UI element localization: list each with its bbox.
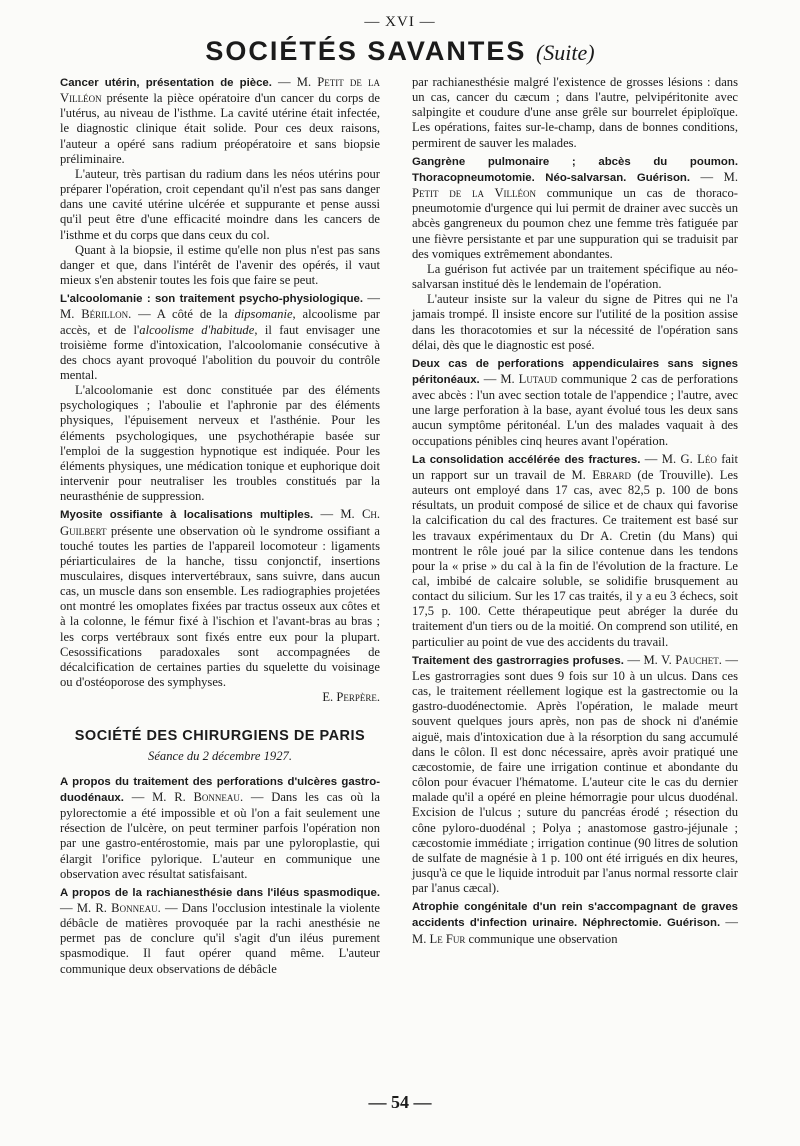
author-name: Bonneau bbox=[193, 789, 240, 804]
article-gangrene-pulmonaire: Gangrène pulmonaire ; abcès du poumon. Thoracopneumotomie. Néo-salvarsan. Guérison. — M. Petit de la Villéon communique un cas de thoraco-pneumotomie d'urgence qui lui permit de drainer avec succès un abcès gangreneux du poumon chez une femme très fatiguée par une fièvre persistante et par une suppuration qui se traduisit par des vomiques extrêmement abondantes. bbox=[412, 155, 739, 261]
article-heading: Atrophie congénitale d'un rein s'accompagnant de graves accidents d'infection urinaire. Néphrectomie. Guérison. bbox=[412, 901, 738, 930]
article-perforations-appendiculaires: Deux cas de perforations appendiculaires sans signes péritonéaux. — M. Lutaud communique 2 cas de perforations avec abcès : l'un avec section totale de l'appendice ; l'autre, avec une large perforation à la base, ayant évolué tous les deux sans aucun symptôme péritonéal. L'un des malades vaquait à des occupations pénibles cinq heures avant l'opération. bbox=[412, 357, 738, 448]
article-alcoolomanie: L'alcoolomanie : son traitement psycho-physiologique. — M. Bérillon. — A côté de la dipsomanie, alcoolisme par accès, et de l'alcoolisme d'habitude, il faut envisager une troisième forme d'intoxication, l'alcoolomanie consécutive à des chocs ayant provoqué l'abolition du pouvoir du contrôle mental. bbox=[60, 291, 380, 382]
article-heading: Cancer utérin, présentation de pièce. bbox=[60, 77, 272, 89]
author-name: Lutaud bbox=[518, 371, 558, 386]
left-column bbox=[60, 75, 380, 977]
article-heading: Traitement des gastrorragies profuses. bbox=[412, 654, 624, 667]
author-name: Ebrard bbox=[592, 467, 631, 482]
author-name: Pauchet bbox=[675, 652, 719, 667]
article-rachianesthesie: A propos de la rachianesthésie dans l'iléus spasmodique. — M. R. Bonneau. — Dans l'occlusion intestinale la violente débâcle de matières provoquée par la rachi anesthésie ne permet pas de conclure qu'il s'agit d'un iléus purement spasmodique. Il faut opérer quand même. L'auteur communique deux observations de débâcle bbox=[60, 886, 380, 976]
seance-date: Séance du 2 décembre 1927. bbox=[148, 748, 292, 763]
paragraph: Quant à la biopsie, il estime qu'elle non plus n'est pas sans danger et que, dans l'intérêt de l'avenir des opérés, il vaut mieux s'en abstenir toutes les fois que faire se peut. bbox=[60, 242, 380, 288]
author-name: Bonneau bbox=[111, 900, 158, 915]
article-heading: Myosite ossifiante à localisations multiples. bbox=[60, 509, 314, 522]
signature: E. Perpère. bbox=[322, 690, 380, 705]
title-suite: (Suite) bbox=[535, 40, 595, 65]
article-consolidation-fractures: La consolidation accélérée des fractures. — M. G. Léo fait un rapport sur un travail de M. Ebrard (de Trouville). Les auteurs ont employé dans 17 cas, avec 82,5 p. 100 de bons résultats, un produit composé de silice et de chaux qui favorise la calcification du cal des fractures. Ce traitement est basé sur les travaux expérimentaux du Dr A. Cretin (du Mans) qui montrent le rôle joué par la silice contenue dans les tendons pour la « prise » du cal à la fin de l'évolution de la fracture. Le cal, imbibé de calcaire soluble, se solidifie brusquement au contact du silicium. Sur les 17 cas traités, il y a eu 3 échecs, soit 17,5 p. 100. Cette thérapeutique peut abréger la durée du traitement d'un tiers ou de la moitié. On comprend son utilité, en particulier au point de vue des accidents du travail. bbox=[412, 451, 738, 649]
article-perforations-ulceres: A propos du traitement des perforations d'ulcères gastro-duodénaux. — M. R. Bonneau. — Dans les cas où la pylorectomie a été impossible et où l'on a fait seulement une résection de l'ulcère, on peut terminer parfois l'opération non par une gastro-entérostomie, mais par une pyloroplastie, qui élargit l'orifice pylorique. L'auteur en communique une observation avec résultat satisfaisant. bbox=[60, 775, 380, 881]
article-heading: A propos de la rachianesthésie dans l'iléus spasmodique. bbox=[60, 886, 380, 899]
running-head: — XVI — bbox=[364, 14, 436, 30]
article-heading: Gangrène pulmonaire ; abcès du poumon. Thoracopneumotomie. Néo-salvarsan. Guérison. bbox=[412, 155, 738, 184]
paragraph: L'auteur insiste sur la valeur du signe de Pitres qui ne l'a jamais trompé. Il insiste encore sur l'utilité de la position assise dans les thoracotomies et sur la nécessité de l'opération sans délai, dès que le diagnostic est posé. bbox=[412, 292, 738, 352]
article-heading: La consolidation accélérée des fractures. bbox=[412, 453, 641, 466]
page-number: — 54 — bbox=[368, 1092, 432, 1112]
author-name: Léo bbox=[697, 451, 717, 466]
page-title bbox=[0, 36, 800, 67]
article-heading: Deux cas de perforations appendiculaires sans signes péritonéaux. bbox=[412, 357, 738, 386]
article-atrophie-rein: Atrophie congénitale d'un rein s'accompagnant de graves accidents d'infection urinaire. Néphrectomie. Guérison. — M. Le Fur communique une observation bbox=[412, 901, 738, 946]
author-name: Petit de la Villéon bbox=[60, 75, 380, 106]
author-name: Ch. Guilbert bbox=[60, 507, 380, 538]
paragraph: La guérison fut activée par un traitement spécifique au néo-salvarsan institué dès le lendemain de l'opération. bbox=[412, 261, 738, 292]
right-column bbox=[412, 75, 738, 947]
article-heading: A propos du traitement des perforations d'ulcères gastro-duodénaux. bbox=[60, 775, 380, 804]
paragraph: L'alcoolomanie est donc constituée par des éléments psychologiques ; l'aboulie et l'aphronie par des éléments physiques, l'épuisement nerveux et l'asthénie. Pour les éléments psychologiques, une psychothérapie basée sur l'emploi de la suggestion hypnotique est indiquée. Pour les éléments physiques, une médication tonique et euphorique doit intervenir pour neutraliser les troubles constitués par la neurasthénie de suppression. bbox=[60, 383, 380, 504]
article-myosite: Myosite ossifiante à localisations multiples. — M. Ch. Guilbert présente une observation où le syndrome ossifiant a touché toutes les parties de l'appareil locomoteur : ligaments périarticulaires de la hanche, tissu conjonctif, insertions musculaires, disques intervertébraux, sans suivre, dans aucun cas, un muscle dans son ensemble. Les radiographies projetées ont montré les omoplates fixées par tractus osseux aux côtes et à la colonne, le fémur fixé à l'ischion et l'avant-bras au bras ; les corps vertébraux sont fixés entre eux pour la plupart. Cesossifications paradoxales sont accompagnées de décalcification de certaines parties du squelette du voisinage ou d'ostéoporose des symphyses. bbox=[60, 507, 380, 690]
article-heading: L'alcoolomanie : son traitement psycho-physiologique. bbox=[60, 293, 364, 306]
paragraph: L'auteur, très partisan du radium dans les néos utérins pour préparer l'opération, croit cependant qu'il n'est pas sans danger dans une cavité utérine ulcérée et suppurante et pense aussi qu'il peut être d'une efficacité moindre dans les cancers de l'isthme et du corps que dans ceux du col. bbox=[60, 166, 380, 242]
title-main: SOCIÉTÉS SAVANTES bbox=[205, 36, 527, 66]
paragraph-continued: par rachianesthésie malgré l'existence de grosses lésions : dans un cas, cancer du cæcum ; dans l'autre, pelvipéritonite avec salpingite et coudure d'une anse grêle sur bourrelet épiploïque. Les opérations, faites sur-le-champ, dans de bonnes conditions, permirent de sauver les malades. bbox=[412, 75, 738, 150]
author-name: Le Fur bbox=[429, 931, 466, 946]
author-name: Petit de la Villéon bbox=[412, 186, 537, 201]
section-title: SOCIÉTÉ DES CHIRURGIENS DE PARIS bbox=[74, 728, 366, 745]
author-name: Bérillon bbox=[81, 307, 129, 322]
article-cancer-uterin: Cancer utérin, présentation de pièce. — M. Petit de la Villéon présente la pièce opératoire d'un cancer du corps de l'utérus, au niveau de l'isthme. La cavité utérine était infectée, le diagnostic clinique était solide. Pour ces deux raisons, l'auteur a opéré sans radium préopératoire et sans biopsie préliminaire. bbox=[60, 75, 380, 166]
article-gastrorragies: Traitement des gastrorragies profuses. — M. V. Pauchet. — Les gastrorragies sont dues 9 fois sur 10 à un ulcus. Dans ces cas, le traitement réellement logique est la gastrectomie ou la gastro-duodénectomie. Après l'opération, le malade meurt souvent quelques jours après, non pas de shock ni d'anémie aiguë, mais d'intoxication due à la résorption du sang accumulé dans le côlon. Il est donc nécessaire, après avoir pratiqué une cæcostomie, de faire une irrigation continue et abondante du côlon pour évacuer l'hématome. L'auteur cite le cas du dernier malade qu'il a opéré en pleine hémorragie pour ulcus duodénal. Excision de l'ulcus ; suture du pancréas érodé ; résection du cône pyloro-duodénal ; Polya ; anastomose gastro-jéjunale ; cæcostomie immédiate ; irrigation continue (90 litres de solution de sulfate de magnésie à 1 p. 100 ont été irrigués en dix heures, jusqu'à ce que le liquide introduit par l'anus normal ressorte clair par l'anus cæcal). bbox=[412, 652, 738, 896]
